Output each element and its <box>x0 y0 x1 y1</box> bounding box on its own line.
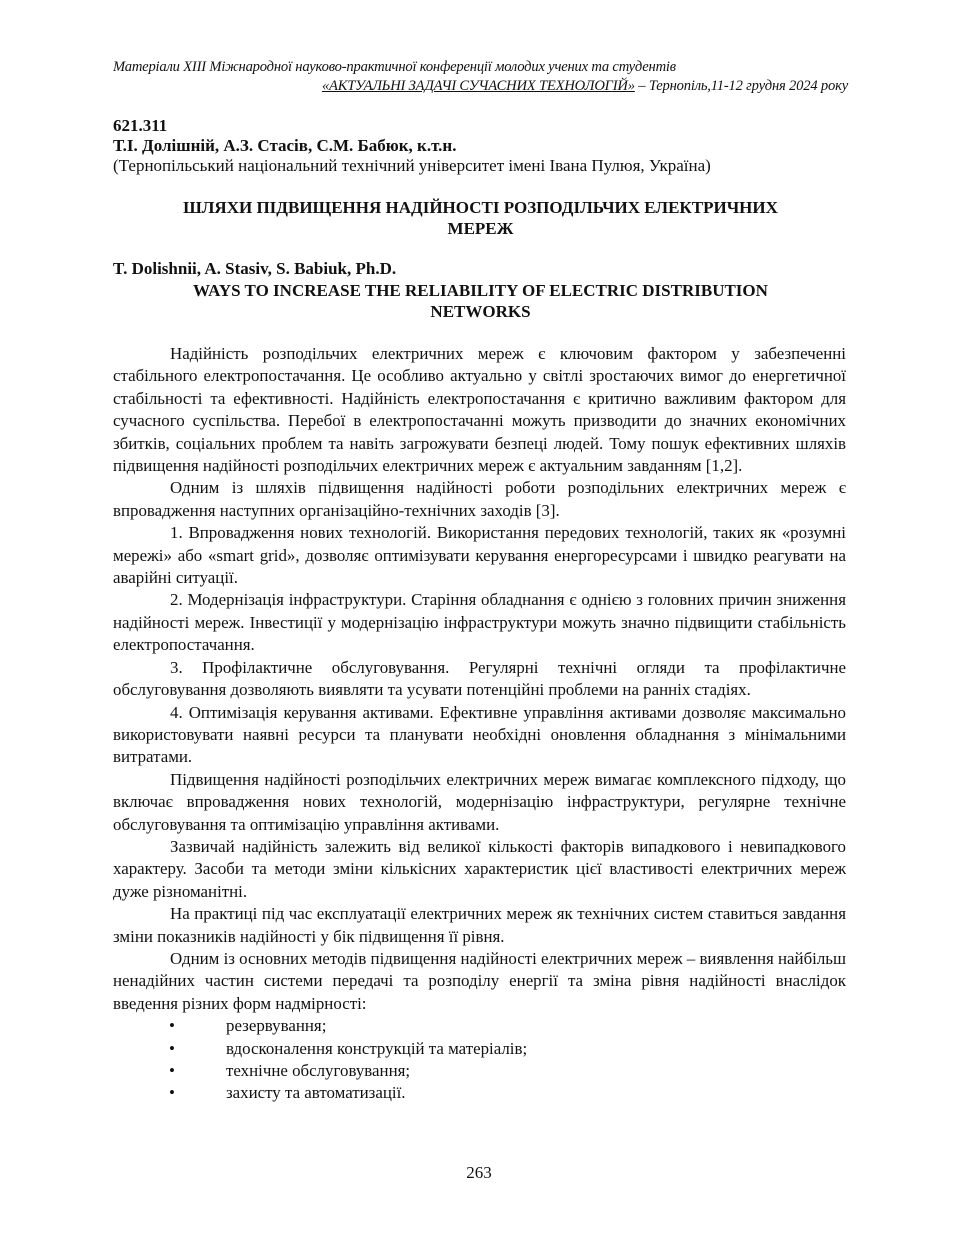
paragraph: 3. Профілактичне обслуговування. Регулярні технічні огляди та профілактичне обслуговування дозволяють виявляти та усувати потенційні проблеми на ранніх стадіях. <box>113 657 846 700</box>
bullet-icon: • <box>169 1083 175 1103</box>
article-body <box>113 343 846 1105</box>
header-line-1: Матеріали XIII Міжнародної науково-практичної конференції молодих учених та студентів <box>113 59 676 75</box>
title-en-line-2: NETWORKS <box>430 302 531 321</box>
list-item <box>113 1060 846 1082</box>
affiliation-ua: (Тернопільський національний технічний університет імені Івана Пулюя, Україна) <box>113 156 711 175</box>
paragraph: На практиці під час експлуатації електричних мереж як технічних систем ставиться завдання зміни показників надійності у бік підвищення її рівня. <box>113 904 846 946</box>
running-header <box>113 58 848 96</box>
paragraph: Одним із шляхів підвищення надійності роботи розподільних електричних мереж є впровадження наступних організаційно-технічних заходів [3]. <box>113 478 846 520</box>
bullet-list <box>113 1015 846 1105</box>
list-item <box>113 1082 846 1104</box>
authors-ua: Т.І. Долішній, А.З. Стасів, С.М. Бабюк, к.т.н. <box>113 136 457 155</box>
paragraph: Підвищення надійності розподільчих електричних мереж вимагає комплексного підходу, що включає впровадження нових технологій, модернізацію інфраструктури, регулярне технічне обслуговування та оптимізацію управління активами. <box>113 769 846 834</box>
paragraph: 1. Впровадження нових технологій. Використання передових технологій, таких як «розумні мережі» або «smart grid», дозволяє оптимізувати керування енергоресурсами і швидко реагувати на аварійні ситуації. <box>113 523 846 588</box>
title-ua-line-2: МЕРЕЖ <box>447 219 514 238</box>
article-meta <box>113 116 848 176</box>
list-item <box>113 1015 846 1037</box>
title-en-line-1: WAYS TO INCREASE THE RELIABILITY OF ELECTRIC DISTRIBUTION <box>193 281 768 300</box>
bullet-icon: • <box>169 1016 175 1036</box>
paragraph: Зазвичай надійність залежить від великої кількості факторів випадкового і невипадкового характеру. Засоби та методи зміни кількісних характеристик цієї властивості електричних мереж дуже різноманітні. <box>113 836 846 901</box>
list-item-text: технічне обслуговування; <box>226 1061 411 1080</box>
title-ua-line-1: ШЛЯХИ ПІДВИЩЕННЯ НАДІЙНОСТІ РОЗПОДІЛЬЧИХ ЕЛЕКТРИЧНИХ <box>183 198 778 217</box>
udc-code: 621.311 <box>113 116 168 135</box>
title-en <box>113 280 848 322</box>
list-item-text: резервування; <box>226 1016 327 1036</box>
list-item-text: захисту та автоматизації. <box>226 1083 406 1103</box>
header-location-date: – Тернопіль,11-12 грудня 2024 року <box>634 78 848 94</box>
bullet-icon: • <box>169 1061 175 1080</box>
paragraph: 4. Оптимізація керування активами. Ефективне управління активами дозволяє максимально використовувати наявні ресурси та планувати необхідні оновлення обладнання з мінімальними витратами. <box>113 702 846 767</box>
paragraph: Надійність розподільчих електричних мереж є ключовим фактором у забезпеченні стабільного електропостачання. Це особливо актуально у світлі зростаючих вимог до енергетичної стабільності та ефективності. Надійність електропостачання є критично важливим фактором для сучасного суспільства. Перебої в електропостачанні можуть призводити до значних економічних збитків, соціальних проблем та навіть загрожувати безпеці людей. Тому пошук ефективних шляхів підвищення надійності розподільчих електричних мереж є актуальним завданням [1,2]. <box>113 344 846 476</box>
paragraph: Одним із основних методів підвищення надійності електричних мереж – виявлення найбільш ненадійних частин системи передачі та розподілу енергії та зміна рівня надійності внаслідок введення різних форм надмірності: <box>113 948 846 1013</box>
page-number: 263 <box>466 1163 492 1182</box>
paragraph: 2. Модернізація інфраструктури. Старіння обладнання є однією з головних причин зниження надійності мереж. Інвестиції у модернізацію інфраструктури можуть значно підвищити стабільність електропостачання. <box>113 590 846 655</box>
bullet-icon: • <box>169 1038 175 1058</box>
list-item <box>113 1038 846 1060</box>
title-ua <box>113 197 848 239</box>
conference-name: «АКТУАЛЬНІ ЗАДАЧІ СУЧАСНИХ ТЕХНОЛОГІЙ» <box>321 78 635 94</box>
authors-en: T. Dolishnii, A. Stasiv, S. Babiuk, Ph.D. <box>113 259 397 278</box>
list-item-text: вдосконалення конструкцій та матеріалів; <box>226 1038 528 1058</box>
header-line-2 <box>113 77 848 96</box>
